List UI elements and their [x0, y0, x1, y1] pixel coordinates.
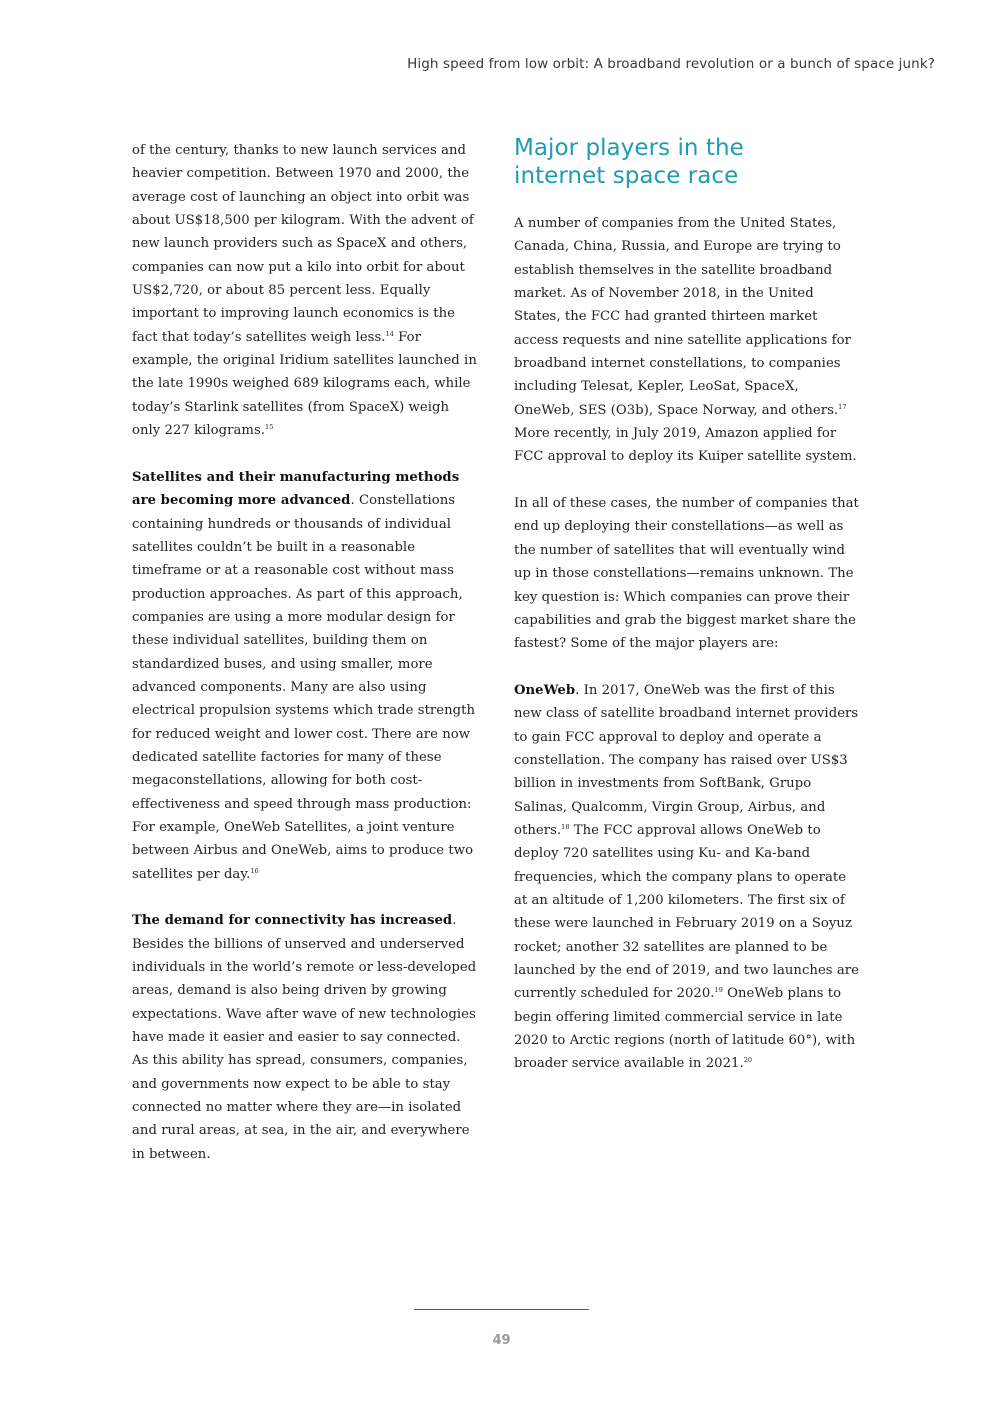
left-column: [132, 139, 477, 1189]
paragraph-oneweb: OneWeb. In 2017, OneWeb was the first of this new class of satellite broadband internet providers to gain FCC approval to deploy and operate a constellation. The company has raised over US$3 billion in investments from SoftBank, Grupo Salinas, Qualcomm, Virgin Group, Airbus, and others.$^{18}$ The FCC approval allows OneWeb to deploy 720 satellites using Ku- and Ka-band frequencies, which the company plans to operate at an altitude of 1,200 kilometers. The first six of these were launched in February 2019 on a Soyuz rocket; another 32 satellites are planned to be launched by the end of 2019, and two launches are currently scheduled for 2020.19 OneWeb plans to begin offering limited commercial service in late 2020 to Arctic regions (north of latitude 60°), with broader service available in 2021.20: [514, 682, 859, 1072]
paragraph-key-question: In all of these cases, the number of companies that end up deploying their constellations—as well as the number of satellites that will eventually wind up in those constellations—remains unknown. The key question is: Which companies can prove their capabilities and grab the biggest market share the fastest? Some of the major players are:: [514, 496, 859, 652]
footnote-ref[interactable]: 14: [385, 329, 394, 338]
footnote-ref[interactable]: 16: [250, 866, 259, 875]
right-column: [514, 135, 859, 1099]
footnote-ref[interactable]: 19: [714, 986, 723, 995]
footnote-ref[interactable]: 20: [743, 1056, 753, 1065]
footnote-ref[interactable]: 15: [265, 423, 274, 432]
paragraph-launch-costs: of the century, thanks to new launch services and heavier competition. Between 1970 and 2000, the average cost of launching an object into orbit was about US$18,500 per kilogram. With the advent of new launch providers such as SpaceX and others, companies can now put a kilo into orbit for about US$2,720, or about 85 percent less. Equally important to improving launch economics is the fact that today’s satellites weigh less.$^{14}$ For example, the original Iridium satellites launched in the late 1990s weighed 689 kilograms each, while today’s Starlink satellites (from SpaceX) weigh only 227 kilograms.$^{15}$: [132, 143, 477, 439]
paragraph-lead: Satellites and their manufacturing methods are becoming more advanced: [132, 469, 460, 509]
paragraph-connectivity-demand: The demand for connectivity has increased. Besides the billions of unserved and underserved individuals in the world’s remote or less-developed areas, demand is also being driven by growing expectations. Wave after wave of new technologies have made it easier and easier to say connected. As this ability has spread, consumers, companies, and governments now expect to be able to stay connected no matter where they are—in isolated and rural areas, at sea, in the air, and everywhere in between.: [132, 913, 477, 1162]
footnote-ref[interactable]: 18: [561, 822, 570, 831]
paragraph-lead: OneWeb: [514, 682, 576, 698]
paragraph-companies: A number of companies from the United States, Canada, China, Russia, and Europe are trying to establish themselves in the satellite broadband market. As of November 2018, in the United States, the FCC had granted thirteen market access requests and nine satellite applications for broadband internet constellations, to companies including Telesat, Kepler, LeoSat, SpaceX, OneWeb, SES (O3b), Space Norway, and others.$^{17}$ More recently, in July 2019, Amazon applied for FCC approval to deploy its Kuiper satellite system.: [514, 216, 857, 465]
paragraph-manufacturing: Satellites and their manufacturing methods are becoming more advanced. Constellations containing hundreds or thousands of individual satellites couldn’t be built in a reasonable timeframe or at a reasonable cost without mass production approaches. As part of this approach, companies are using a more modular design for these individual satellites, building them on standardized buses, and using smaller, more advanced components. Many are also using electrical propulsion systems which trade strength for reduced weight and lower cost. There are now dedicated satellite factories for many of these megaconstellations, allowing for both cost-effectiveness and speed through mass production: For example, OneWeb Satellites, a joint venture between Airbus and OneWeb, aims to produce two satellites per day.$^{16}$: [132, 469, 476, 882]
running-header: High speed from low orbit: A broadband revolution or a bunch of space junk?: [407, 56, 935, 72]
paragraph-lead: The demand for connectivity has increased: [132, 913, 453, 929]
footnote-ref[interactable]: 17: [838, 402, 847, 411]
footer-divider: [414, 1309, 589, 1310]
section-title: Major players in the internet space race: [514, 135, 744, 189]
page-number: 49: [492, 1333, 511, 1348]
